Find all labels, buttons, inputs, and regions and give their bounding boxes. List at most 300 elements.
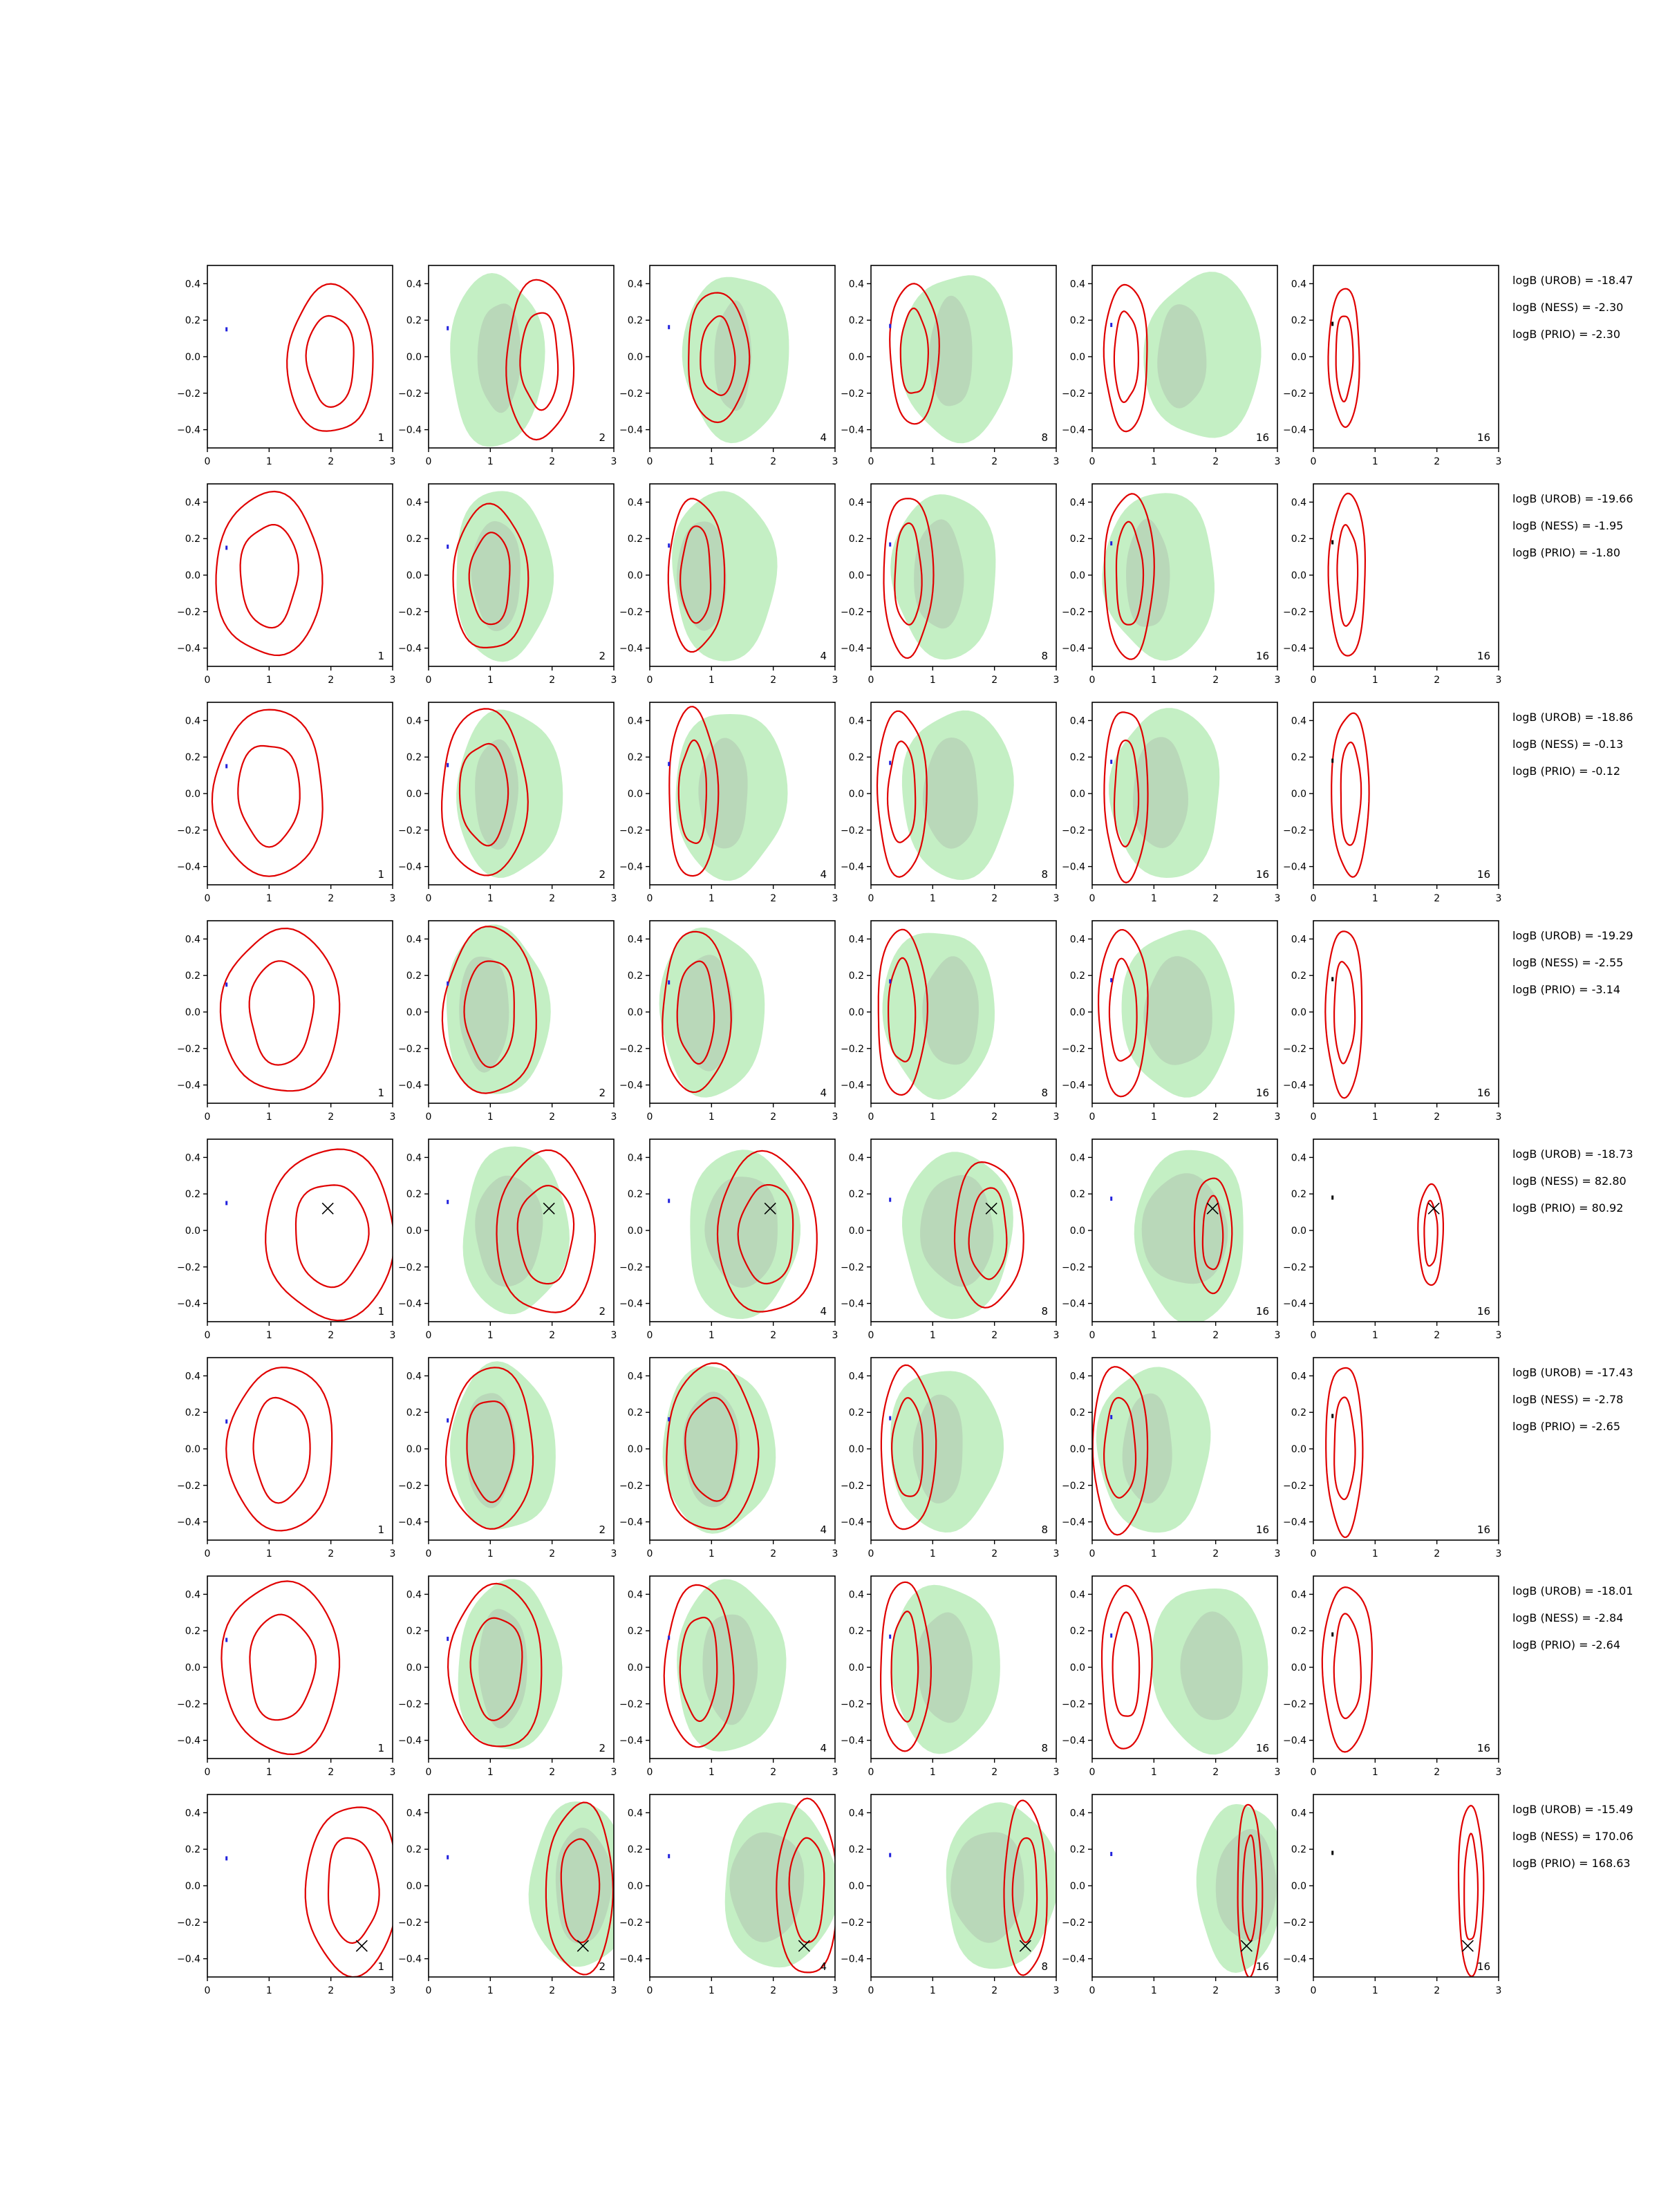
- y-tick-label: −0.4: [398, 861, 422, 873]
- x-tick-label: 0: [204, 1548, 211, 1559]
- reference-dot: [1110, 1415, 1112, 1419]
- panel: [398, 1358, 617, 1559]
- y-tick-label: 0.4: [406, 715, 422, 727]
- panel-label: 16: [1477, 1742, 1490, 1754]
- y-tick-label: 0.2: [1069, 1844, 1085, 1856]
- panel: [1062, 702, 1280, 904]
- panel-label: 2: [599, 1960, 606, 1973]
- panel: [841, 1358, 1059, 1559]
- x-tick-label: 2: [1434, 1985, 1441, 1996]
- y-tick-label: 0.4: [185, 497, 200, 509]
- y-tick-label: −0.4: [398, 1735, 422, 1747]
- y-tick-label: −0.2: [177, 1698, 200, 1710]
- reference-dot: [225, 327, 227, 331]
- reference-dot: [668, 762, 670, 766]
- panel: [619, 921, 838, 1123]
- y-tick-label: 0.2: [185, 1189, 200, 1201]
- plot-area: [1110, 1150, 1244, 1324]
- y-tick-label: 0.0: [1069, 789, 1085, 800]
- plot-area: [442, 925, 551, 1094]
- y-tick-label: 0.4: [406, 1589, 422, 1601]
- y-tick-label: 0.2: [185, 1626, 200, 1638]
- x-tick-label: 1: [487, 893, 494, 904]
- plot-area: [221, 928, 339, 1091]
- panel: [841, 1794, 1060, 1996]
- y-tick-label: −0.4: [177, 1953, 200, 1965]
- x-tick-label: 1: [265, 893, 272, 904]
- y-tick-label: −0.4: [619, 1298, 643, 1310]
- panel-label: 1: [377, 650, 384, 662]
- y-tick-label: 0.4: [627, 279, 643, 290]
- x-tick-label: 0: [868, 675, 874, 686]
- plot-area: [446, 1361, 556, 1530]
- y-tick-label: 0.0: [848, 570, 864, 581]
- plot-area: [668, 706, 787, 881]
- plot-area: [447, 1801, 630, 1974]
- panel: [1283, 1139, 1501, 1341]
- y-tick-label: −0.2: [841, 825, 864, 836]
- panel: [841, 921, 1059, 1123]
- reference-dot: [447, 1855, 449, 1859]
- x-tick-label: 3: [389, 893, 396, 904]
- x-tick-label: 1: [487, 1985, 494, 1996]
- x-tick-label: 1: [265, 675, 272, 686]
- panel-label: 2: [599, 1087, 606, 1099]
- logb-annotation: logB (UROB) = -19.29: [1512, 929, 1633, 942]
- reference-dot: [668, 325, 670, 329]
- reference-dot: [889, 1198, 891, 1202]
- x-tick-label: 3: [832, 1330, 838, 1341]
- panel-label: 1: [377, 1305, 384, 1318]
- reference-dot: [225, 545, 227, 550]
- y-tick-label: −0.2: [1283, 1262, 1306, 1273]
- y-tick-label: 0.4: [848, 279, 864, 290]
- x-tick-label: 3: [1495, 1330, 1502, 1341]
- panel: [398, 265, 617, 467]
- y-tick-label: 0.2: [406, 315, 422, 327]
- y-tick-label: −0.4: [398, 1517, 422, 1528]
- x-tick-label: 0: [646, 1985, 653, 1996]
- reference-dot: [1331, 321, 1333, 326]
- y-tick-label: 0.0: [1069, 570, 1085, 581]
- y-tick-label: 0.4: [1069, 497, 1085, 509]
- y-tick-label: −0.4: [177, 1298, 200, 1310]
- x-tick-label: 1: [1150, 1548, 1157, 1559]
- contour-outer: [1326, 1368, 1362, 1537]
- plot-area: [1329, 289, 1360, 427]
- y-tick-label: −0.2: [619, 1480, 643, 1492]
- logb-annotation: logB (NESS) = 170.06: [1512, 1830, 1633, 1843]
- y-tick-label: 0.4: [627, 497, 643, 509]
- reference-dot: [1110, 1852, 1112, 1856]
- y-tick-label: −0.2: [1283, 388, 1306, 400]
- panel: [1283, 1576, 1501, 1778]
- x-tick-label: 1: [487, 456, 494, 467]
- contour-inner: [250, 961, 315, 1065]
- y-tick-label: 0.4: [848, 1808, 864, 1819]
- y-tick-label: 0.2: [848, 1844, 864, 1856]
- panel: [1283, 921, 1501, 1123]
- y-tick-label: −0.4: [1062, 1735, 1085, 1747]
- y-tick-label: −0.4: [619, 424, 643, 436]
- x-tick-label: 1: [929, 675, 936, 686]
- panel-label: 1: [377, 431, 384, 444]
- y-tick-label: 0.4: [627, 1808, 643, 1819]
- logb-annotation: logB (PRIO) = -0.12: [1512, 765, 1620, 778]
- y-tick-label: 0.4: [1291, 1371, 1306, 1382]
- y-tick-label: 0.0: [406, 789, 422, 800]
- y-tick-label: 0.0: [1291, 1881, 1306, 1892]
- y-tick-label: 0.0: [1291, 1444, 1306, 1455]
- y-tick-label: 0.2: [1291, 1844, 1306, 1856]
- logb-annotation: logB (NESS) = 82.80: [1512, 1174, 1627, 1188]
- x-tick-label: 2: [1434, 1112, 1441, 1123]
- y-tick-label: 0.4: [627, 934, 643, 946]
- panel-label: 1: [377, 868, 384, 881]
- y-tick-label: 0.2: [848, 1626, 864, 1638]
- y-tick-label: −0.2: [619, 388, 643, 400]
- axes-frame: [207, 484, 393, 666]
- y-tick-label: 0.4: [185, 715, 200, 727]
- x-tick-label: 1: [1150, 675, 1157, 686]
- y-tick-label: 0.2: [627, 534, 643, 545]
- y-tick-label: 0.4: [1069, 934, 1085, 946]
- x-tick-label: 2: [1212, 1548, 1219, 1559]
- x-tick-label: 1: [265, 1330, 272, 1341]
- x-tick-label: 0: [1310, 1112, 1317, 1123]
- x-tick-label: 0: [1310, 1767, 1317, 1778]
- y-tick-label: 0.0: [627, 1226, 643, 1237]
- x-tick-label: 3: [1053, 1330, 1060, 1341]
- plot-area: [447, 1147, 595, 1315]
- x-tick-label: 2: [328, 1112, 335, 1123]
- contour-inner: [1334, 962, 1355, 1063]
- x-tick-label: 2: [328, 893, 335, 904]
- reference-dot: [668, 1854, 670, 1858]
- contour-outer: [265, 1150, 394, 1321]
- panel: [1283, 702, 1501, 904]
- x-tick-label: 2: [991, 675, 998, 686]
- x-tick-label: 1: [708, 1767, 715, 1778]
- panel: [398, 702, 617, 904]
- panel: [1283, 1794, 1501, 1996]
- y-tick-label: −0.4: [841, 1080, 864, 1091]
- y-tick-label: −0.2: [177, 1480, 200, 1492]
- x-tick-label: 3: [389, 1330, 396, 1341]
- contour-outer: [1322, 1587, 1372, 1752]
- reference-dot: [1110, 760, 1112, 764]
- plot-area: [225, 1150, 394, 1321]
- reference-dot: [889, 324, 891, 328]
- y-tick-label: 0.2: [185, 534, 200, 545]
- true-value-marker: [1428, 1203, 1439, 1214]
- plot-area: [877, 711, 1014, 880]
- panel-label: 16: [1477, 1960, 1490, 1973]
- y-tick-label: −0.4: [841, 643, 864, 655]
- panel-label: 16: [1255, 1087, 1269, 1099]
- y-tick-label: 0.2: [185, 971, 200, 982]
- reference-dot: [668, 980, 670, 984]
- y-tick-label: 0.0: [627, 352, 643, 363]
- panel-label: 4: [820, 650, 827, 662]
- true-value-marker: [1462, 1940, 1473, 1951]
- x-tick-label: 2: [549, 1112, 556, 1123]
- y-tick-label: 0.2: [1069, 1189, 1085, 1201]
- logb-annotation: logB (NESS) = -2.78: [1512, 1393, 1624, 1406]
- logb-annotation: logB (UROB) = -18.86: [1512, 711, 1633, 724]
- y-tick-label: −0.4: [1283, 1953, 1306, 1965]
- panel-label: 1: [377, 1524, 384, 1536]
- x-tick-label: 3: [1053, 1767, 1060, 1778]
- y-tick-label: −0.2: [398, 606, 422, 618]
- panel: [1062, 921, 1280, 1123]
- x-tick-label: 3: [610, 1112, 617, 1123]
- y-tick-label: 0.4: [848, 497, 864, 509]
- y-tick-label: 0.4: [1291, 497, 1306, 509]
- plot-area: [668, 491, 777, 661]
- x-tick-label: 3: [389, 1548, 396, 1559]
- x-tick-label: 1: [487, 1330, 494, 1341]
- y-tick-label: −0.4: [1062, 424, 1085, 436]
- reference-dot: [1110, 1197, 1112, 1201]
- panel-label: 1: [377, 1742, 384, 1754]
- y-tick-label: 0.2: [185, 1844, 200, 1856]
- y-tick-label: −0.4: [1283, 643, 1306, 655]
- y-tick-label: −0.4: [1062, 1298, 1085, 1310]
- logb-annotation: logB (PRIO) = -2.30: [1512, 328, 1620, 341]
- x-tick-label: 3: [389, 1767, 396, 1778]
- x-tick-label: 3: [610, 893, 617, 904]
- panel: [177, 1358, 395, 1559]
- panel-label: 4: [820, 1305, 827, 1318]
- panel-label: 2: [599, 1742, 606, 1754]
- x-tick-label: 1: [1371, 1112, 1378, 1123]
- x-tick-label: 1: [708, 1330, 715, 1341]
- contour-inner: [306, 316, 354, 407]
- x-tick-label: 1: [265, 1985, 272, 1996]
- y-tick-label: 0.4: [627, 1371, 643, 1382]
- contour-outer: [1102, 1586, 1152, 1749]
- y-tick-label: 0.4: [406, 934, 422, 946]
- plot-area: [659, 928, 765, 1098]
- y-tick-label: −0.2: [398, 1043, 422, 1055]
- y-tick-label: 0.0: [185, 1226, 200, 1237]
- axes-frame: [207, 1358, 393, 1540]
- y-tick-label: 0.0: [185, 1007, 200, 1018]
- logb-annotation: logB (NESS) = -2.55: [1512, 956, 1624, 969]
- plot-area: [1326, 1368, 1362, 1537]
- panel-label: 16: [1255, 1305, 1269, 1318]
- panel: [1062, 484, 1280, 686]
- y-tick-label: −0.2: [1283, 1043, 1306, 1055]
- y-tick-label: 0.2: [1069, 534, 1085, 545]
- y-tick-label: −0.2: [619, 1262, 643, 1273]
- x-tick-label: 0: [868, 1985, 874, 1996]
- x-tick-label: 2: [1212, 893, 1219, 904]
- y-tick-label: 0.0: [1069, 1881, 1085, 1892]
- y-tick-label: 0.4: [848, 1152, 864, 1164]
- plot-area: [881, 1582, 1000, 1754]
- plot-area: [1110, 1804, 1284, 1978]
- y-tick-label: 0.4: [1291, 934, 1306, 946]
- contour-inner: [1337, 525, 1358, 626]
- x-tick-label: 3: [1495, 1985, 1502, 1996]
- panel-label: 2: [599, 868, 606, 881]
- y-tick-label: −0.4: [619, 1080, 643, 1091]
- y-tick-label: 0.0: [185, 352, 200, 363]
- plot-area: [1329, 494, 1365, 656]
- y-tick-label: −0.4: [841, 424, 864, 436]
- y-tick-label: −0.4: [177, 1735, 200, 1747]
- reference-dot: [668, 1417, 670, 1421]
- x-tick-label: 1: [708, 1985, 715, 1996]
- x-tick-label: 0: [204, 1330, 211, 1341]
- y-tick-label: 0.4: [848, 715, 864, 727]
- y-tick-label: 0.4: [1291, 1589, 1306, 1601]
- y-tick-label: 0.4: [627, 1152, 643, 1164]
- logb-annotation: logB (UROB) = -17.43: [1512, 1366, 1633, 1379]
- reference-dot: [1331, 1414, 1333, 1418]
- panel: [1062, 265, 1280, 467]
- x-tick-label: 0: [868, 893, 874, 904]
- y-tick-label: 0.4: [627, 715, 643, 727]
- reference-dot: [225, 982, 227, 986]
- panel-label: 1: [377, 1087, 384, 1099]
- contour-outer: [287, 284, 373, 431]
- contour-inner: [328, 1838, 379, 1943]
- x-tick-label: 3: [1274, 675, 1281, 686]
- y-tick-label: −0.2: [841, 1698, 864, 1710]
- y-tick-label: 0.4: [1291, 279, 1306, 290]
- panel-label: 4: [820, 1087, 827, 1099]
- y-tick-label: 0.0: [627, 1881, 643, 1892]
- x-tick-label: 3: [1495, 456, 1502, 467]
- y-tick-label: −0.4: [1283, 861, 1306, 873]
- plot-area: [442, 709, 563, 878]
- x-tick-label: 3: [832, 893, 838, 904]
- x-tick-label: 3: [610, 1985, 617, 1996]
- y-tick-label: 0.0: [627, 1007, 643, 1018]
- y-tick-label: 0.0: [406, 570, 422, 581]
- y-tick-label: 0.2: [848, 534, 864, 545]
- x-tick-label: 1: [929, 1330, 936, 1341]
- reference-dot: [889, 1635, 891, 1639]
- x-tick-label: 3: [389, 1985, 396, 1996]
- x-tick-label: 3: [1053, 456, 1060, 467]
- x-tick-label: 2: [1212, 1985, 1219, 1996]
- contour-inner: [254, 1398, 310, 1503]
- panel: [841, 702, 1059, 904]
- y-tick-label: 0.2: [406, 1626, 422, 1638]
- plot-area: [225, 284, 373, 431]
- y-tick-label: −0.2: [177, 606, 200, 618]
- plot-area: [881, 1365, 1004, 1533]
- y-tick-label: 0.4: [1291, 1808, 1306, 1819]
- panel: [1062, 1358, 1280, 1559]
- contour-outer: [306, 1808, 397, 1978]
- plot-area: [447, 273, 574, 447]
- panel: [398, 1139, 617, 1341]
- x-tick-label: 0: [425, 1330, 432, 1341]
- x-tick-label: 2: [1212, 675, 1219, 686]
- y-tick-label: −0.4: [619, 1517, 643, 1528]
- logb-annotation: logB (NESS) = -2.84: [1512, 1611, 1624, 1624]
- plot-area: [1104, 272, 1262, 438]
- y-tick-label: 0.0: [627, 789, 643, 800]
- x-tick-label: 3: [1274, 456, 1281, 467]
- plot-area: [668, 277, 789, 443]
- panel-label: 16: [1255, 1960, 1269, 1973]
- x-tick-label: 1: [929, 1767, 936, 1778]
- x-tick-label: 2: [1434, 1767, 1441, 1778]
- y-tick-label: 0.2: [1069, 1407, 1085, 1419]
- x-tick-label: 2: [1212, 456, 1219, 467]
- x-tick-label: 1: [265, 1767, 272, 1778]
- contour-inner: [1334, 1397, 1355, 1499]
- y-tick-label: −0.2: [177, 1917, 200, 1929]
- x-tick-label: 3: [832, 1548, 838, 1559]
- x-tick-label: 1: [708, 675, 715, 686]
- x-tick-label: 1: [487, 1548, 494, 1559]
- y-tick-label: −0.4: [1283, 424, 1306, 436]
- contour-outer: [212, 710, 323, 877]
- y-tick-label: −0.2: [1062, 1917, 1085, 1929]
- contour-outer: [1418, 1184, 1443, 1285]
- y-tick-label: 0.4: [1291, 1152, 1306, 1164]
- panel-label: 8: [1041, 868, 1048, 881]
- x-tick-label: 0: [204, 893, 211, 904]
- y-tick-label: −0.2: [841, 1262, 864, 1273]
- axes-frame: [1313, 1576, 1499, 1759]
- contour-inner: [1113, 1612, 1140, 1716]
- y-tick-label: 0.0: [1291, 789, 1306, 800]
- reference-dot: [1331, 977, 1333, 981]
- y-tick-label: 0.2: [406, 1407, 422, 1419]
- y-tick-label: −0.4: [177, 643, 200, 655]
- axes-frame: [1313, 484, 1499, 666]
- reference-dot: [447, 1418, 449, 1423]
- panel-label: 16: [1477, 1305, 1490, 1318]
- panel-label: 8: [1041, 1305, 1048, 1318]
- axes-frame: [207, 265, 393, 448]
- y-tick-label: −0.4: [177, 1080, 200, 1091]
- logb-annotation: logB (PRIO) = 80.92: [1512, 1201, 1624, 1215]
- x-tick-label: 2: [1212, 1112, 1219, 1123]
- contour-inner: [241, 525, 299, 628]
- x-tick-label: 1: [1371, 1985, 1378, 1996]
- x-tick-label: 1: [1150, 1112, 1157, 1123]
- contour-inner: [1114, 311, 1138, 402]
- panel: [177, 484, 395, 686]
- y-tick-label: 0.0: [848, 789, 864, 800]
- logb-annotation: logB (UROB) = -19.66: [1512, 492, 1633, 505]
- x-tick-label: 2: [991, 1548, 998, 1559]
- reference-dot: [447, 1200, 449, 1204]
- axes-frame: [1313, 1358, 1499, 1540]
- x-tick-label: 3: [389, 1112, 396, 1123]
- panel-label: 2: [599, 1305, 606, 1318]
- panel: [841, 265, 1059, 467]
- x-tick-label: 0: [425, 1112, 432, 1123]
- x-tick-label: 3: [832, 1767, 838, 1778]
- y-tick-label: 0.0: [848, 1881, 864, 1892]
- reference-dot: [1110, 978, 1112, 982]
- y-tick-label: 0.0: [1291, 1007, 1306, 1018]
- panel: [177, 1139, 395, 1341]
- x-tick-label: 2: [991, 456, 998, 467]
- y-tick-label: 0.0: [848, 1662, 864, 1674]
- y-tick-label: −0.2: [841, 388, 864, 400]
